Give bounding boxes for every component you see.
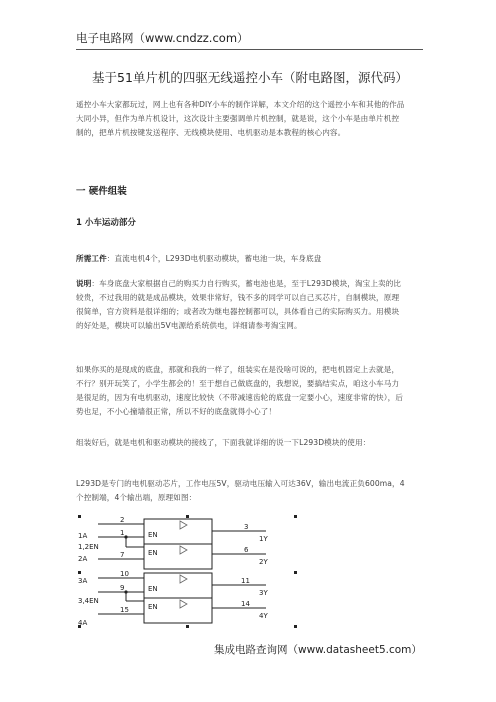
materials-text: ：直流电机4个，L293D电机驱动模块，蓄电池一块，车身底盘 — [106, 254, 322, 263]
chassis-paragraph: 如果你买的是现成的底盘，那就和我的一样了，组装实在是没啥可说的，把电机固定上去就是，不行？别开玩笑了，小学生都会的！至于想自己做底盘的，我想说，要搞结实点，咱这小车马力是很足的，因为有电机驱动，速度比较快（不带减速齿轮的底盘一定要小心，速度非常的快），后势也足，不小心撞墙很正常，所以不好的底盘就得小心了！ — [76, 365, 404, 416]
pin-number: 9 — [120, 584, 125, 592]
note-label: 说明 — [76, 279, 92, 288]
input-label-3a: 3A — [78, 577, 88, 585]
pin-number: 10 — [120, 570, 129, 578]
input-label-34en: 3,4EN — [78, 597, 99, 605]
pin-number: 6 — [244, 546, 249, 554]
article-title: 基于51单片机的四驱无线遥控小车（附电路图，源代码） — [92, 70, 408, 85]
selection-handle — [186, 515, 189, 518]
selection-handle — [294, 625, 297, 628]
output-label-2y: 2Y — [259, 558, 268, 566]
selection-handle — [78, 515, 81, 518]
enable-label: EN — [148, 549, 158, 557]
pin-number: 15 — [120, 606, 129, 614]
subsection-heading-motion: 1 小车运动部分 — [76, 218, 136, 228]
note-text: ：车身底盘大家根据自己的购买力自行购买，蓄电池也是，至于L293D模块，淘宝上卖的比较贵，不过我用的就是成品模块，效果非常好，钱不多的同学可以自己买芯片，自制模块，原理很简单，官方资料是很详细的；或者改为继电器控制都可以，具体看自己的实际购买力。用模块的好处是，模块可以输出5V电源给系统供电，详细请参考淘宝网。 — [76, 279, 402, 330]
materials-paragraph — [76, 252, 406, 266]
pin-number: 11 — [241, 577, 250, 585]
buffer-icon — [180, 600, 187, 608]
buffer-icon — [180, 521, 187, 529]
output-label-3y: 3Y — [259, 589, 268, 597]
selection-handle — [294, 515, 297, 518]
page-header: 电子电路网（www.cndzz.com） — [76, 31, 249, 45]
note-paragraph — [76, 277, 406, 333]
intro-paragraph: 遥控小车大家都玩过，网上也有各种DIY小车的制作详解，本文介绍的这个遥控小车和其他的作品大同小异，但作为单片机设计，这次设计主要强调单片机控制，就是说，这个小车是由单片机控制的，把单片机按键发送程序、无线模块使用、电机驱动是本教程的核心内容。 — [76, 100, 405, 137]
pin-number: 7 — [120, 551, 125, 559]
materials-label: 所需工件 — [76, 254, 107, 263]
input-label-1a: 1A — [78, 532, 88, 540]
pin-number: 3 — [244, 523, 249, 531]
enable-label: EN — [148, 531, 158, 539]
chip-paragraph: L293D是专门的电机驱动芯片，工作电压5V，驱动电压输入可达36V，输出电流正负600ma，4个控制端，4个输出端，原理如图： — [76, 479, 405, 502]
l293d-logic-diagram — [76, 513, 301, 630]
pin-number: 14 — [241, 600, 250, 608]
output-label-1y: 1Y — [259, 535, 268, 543]
selection-handle — [78, 571, 81, 574]
wiring-paragraph: 组装好后，就是电机和驱动模块的接线了，下面我就详细的说一下L293D模块的使用： — [76, 438, 371, 447]
selection-handle — [294, 571, 297, 574]
section-heading-hardware: 一 硬件组装 — [76, 186, 127, 197]
pin-number: 1 — [120, 529, 125, 537]
input-label-12en: 1,2EN — [78, 543, 99, 551]
buffer-icon — [180, 546, 187, 554]
input-label-2a: 2A — [78, 555, 88, 563]
input-label-4a: 4A — [78, 619, 88, 627]
enable-label: EN — [148, 585, 158, 593]
header-divider — [76, 49, 423, 50]
selection-handle — [186, 625, 189, 628]
buffer-icon — [180, 575, 187, 583]
enable-label: EN — [148, 603, 158, 611]
pin-number: 2 — [120, 516, 125, 524]
page-footer: 集成电路查询网（www.datasheet5.com） — [214, 644, 422, 656]
output-label-4y: 4Y — [259, 612, 268, 620]
